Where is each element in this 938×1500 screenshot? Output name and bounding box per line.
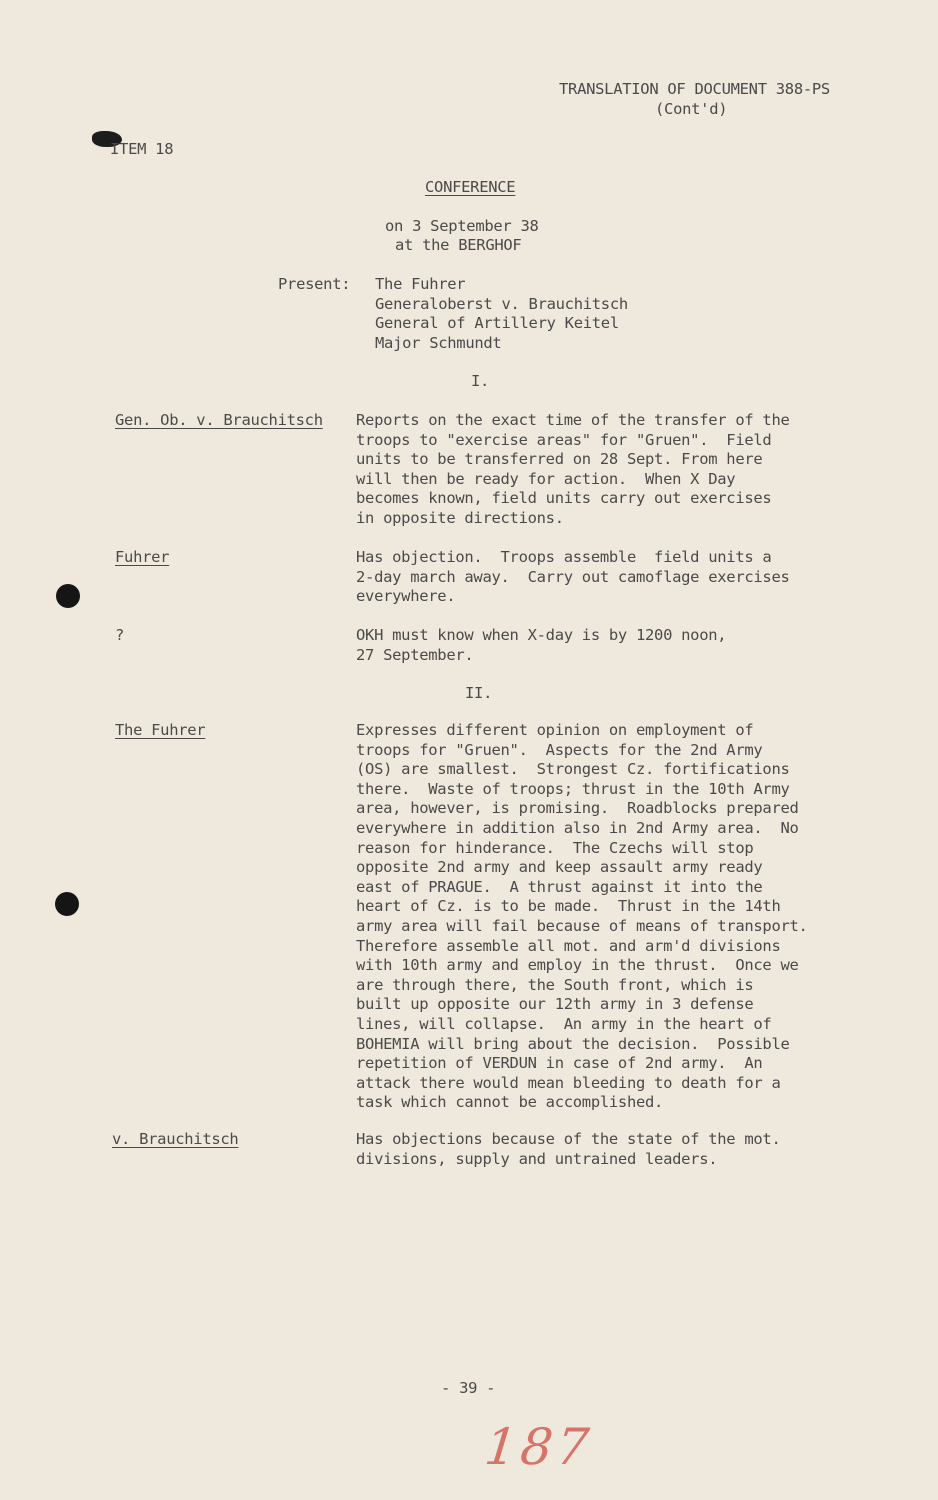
- attendee: The Fuhrer: [375, 275, 466, 293]
- present-list: [375, 275, 628, 353]
- speaker-unknown: ?: [115, 626, 125, 644]
- text-line: are through there, the South front, which is: [356, 975, 754, 994]
- text-line: opposite 2nd army and keep assault army ready: [356, 858, 763, 877]
- conference-title: CONFERENCE: [425, 178, 516, 196]
- attendee: General of Artillery Keitel: [375, 314, 619, 333]
- header-title: TRANSLATION OF DOCUMENT 388-PS: [559, 80, 830, 98]
- text-line: army area will fail because of means of transport.: [356, 916, 808, 935]
- text-line: everywhere.: [356, 587, 456, 606]
- speaker-brauchitsch: Gen. Ob. v. Brauchitsch: [115, 411, 323, 429]
- entry-text: [356, 411, 790, 529]
- text-line: BOHEMIA will bring about the decision. Possible: [356, 1034, 790, 1053]
- present-label: Present:: [278, 275, 351, 293]
- entry-text: [356, 721, 808, 1113]
- text-line: repetition of VERDUN in case of 2nd army. An: [356, 1054, 763, 1073]
- text-line: troops for "Gruen". Aspects for the 2nd Army: [356, 740, 763, 759]
- text-line: with 10th army and employ in the thrust. Once we: [356, 956, 799, 975]
- text-line: Therefore assemble all mot. and arm'd divisions: [356, 936, 781, 955]
- entry-text: [356, 1130, 781, 1169]
- text-line: task which cannot be accomplished.: [356, 1093, 664, 1112]
- location-line: at the BERGHOF: [395, 236, 522, 254]
- page-number: - 39 -: [441, 1379, 496, 1397]
- text-line: divisions, supply and untrained leaders.: [356, 1149, 718, 1168]
- text-line: east of PRAGUE. A thrust against it into the: [356, 877, 763, 896]
- speaker-v-brauchitsch: v. Brauchitsch: [112, 1130, 239, 1148]
- text-line: built up opposite our 12th army in 3 defense: [356, 995, 754, 1014]
- text-line: 2-day march away. Carry out camoflage exercises: [356, 567, 790, 586]
- item-label: ITEM 18: [110, 140, 174, 158]
- entry-text: [356, 548, 790, 607]
- speaker-the-fuhrer: The Fuhrer: [115, 721, 206, 739]
- speaker-fuhrer: Fuhrer: [115, 548, 170, 566]
- handwritten-page-number: 187: [481, 1418, 596, 1476]
- header-contd: (Cont'd): [655, 100, 728, 118]
- text-line: Has objection. Troops assemble field units a: [356, 548, 772, 566]
- text-line: Expresses different opinion on employment of: [356, 721, 754, 739]
- attendee: Generaloberst v. Brauchitsch: [375, 294, 628, 313]
- text-line: reason for hinderance. The Czechs will stop: [356, 838, 754, 857]
- entry-text: [356, 626, 726, 665]
- text-line: everywhere in addition also in 2nd Army area. No: [356, 818, 799, 837]
- text-line: Reports on the exact time of the transfer of the: [356, 411, 790, 429]
- text-line: will then be ready for action. When X Day: [356, 469, 736, 488]
- section-heading-2: II.: [465, 684, 493, 702]
- attendee: Major Schmundt: [375, 333, 502, 352]
- text-line: there. Waste of troops; thrust in the 10th Army: [356, 779, 790, 798]
- text-line: troops to "exercise areas" for "Gruen". Field: [356, 430, 772, 449]
- text-line: OKH must know when X-day is by 1200 noon,: [356, 626, 727, 644]
- text-line: becomes known, field units carry out exercises: [356, 489, 772, 508]
- date-line: on 3 September 38: [385, 217, 539, 235]
- text-line: in opposite directions.: [356, 508, 564, 527]
- section-heading-1: I.: [471, 372, 490, 390]
- text-line: lines, will collapse. An army in the heart of: [356, 1014, 772, 1033]
- text-line: 27 September.: [356, 645, 474, 664]
- text-line: attack there would mean bleeding to death for a: [356, 1073, 781, 1092]
- punch-hole-top: [56, 584, 80, 608]
- text-line: Has objections because of the state of the mot.: [356, 1130, 781, 1148]
- text-line: (OS) are smallest. Strongest Cz. fortifications: [356, 760, 790, 779]
- text-line: units to be transferred on 28 Sept. From here: [356, 450, 763, 469]
- text-line: area, however, is promising. Roadblocks prepared: [356, 799, 799, 818]
- text-line: heart of Cz. is to be made. Thrust in the 14th: [356, 897, 781, 916]
- punch-hole-bottom: [55, 892, 79, 916]
